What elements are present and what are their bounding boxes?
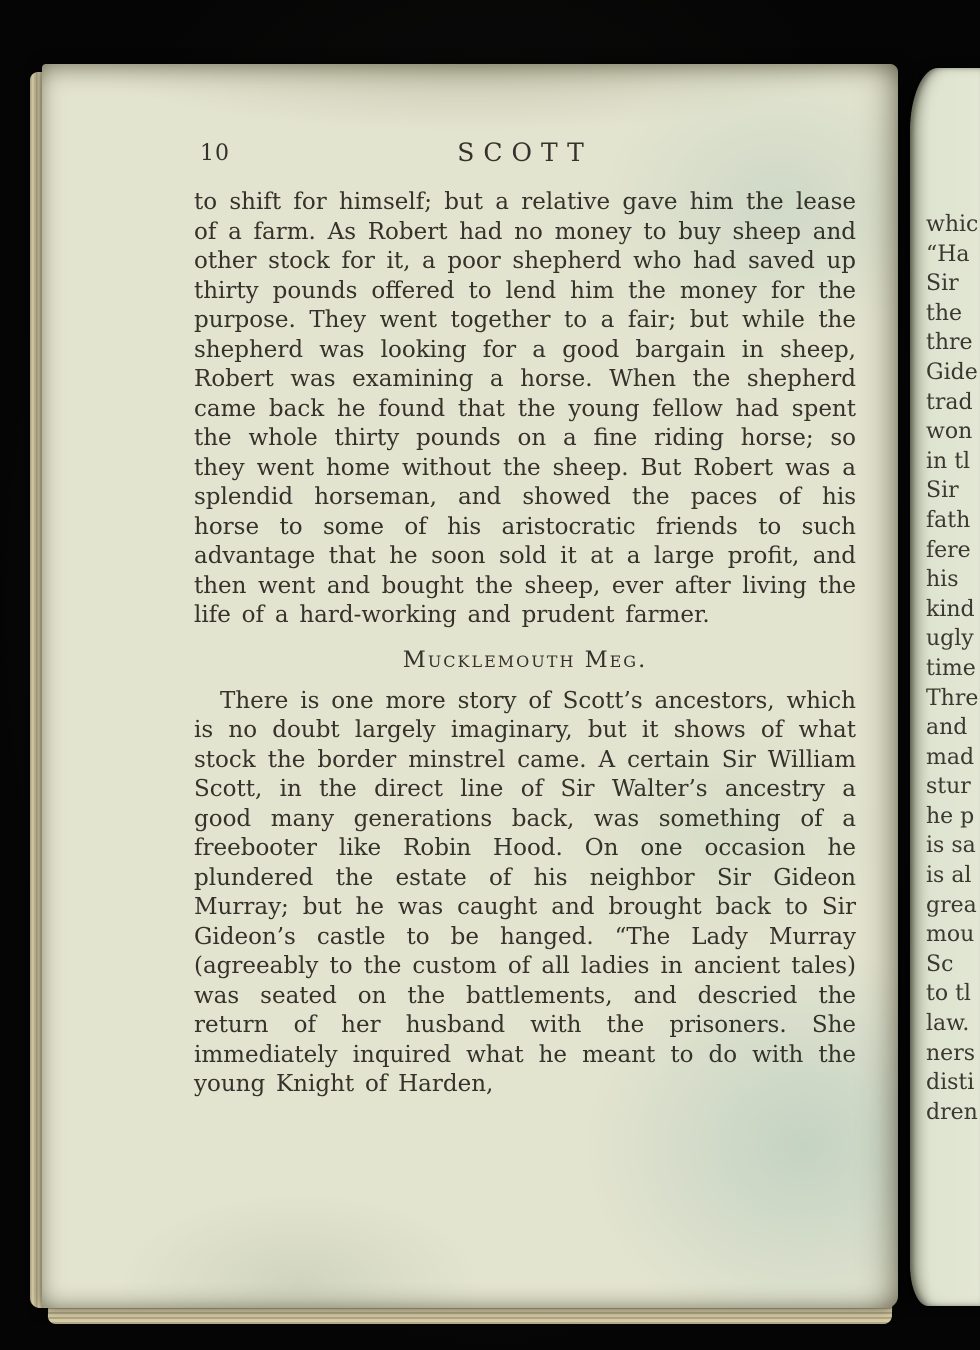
fragment-line: ners	[926, 1040, 975, 1066]
fragment-line: Thre	[926, 685, 979, 711]
page-content	[194, 136, 856, 1100]
fragment-line: to tl	[926, 981, 971, 1007]
next-page-edge	[910, 68, 980, 1306]
fragment-line: stur	[926, 774, 971, 800]
paragraph-2: There is one more story of Scott’s ancestors, which is no doubt largely imaginary, but it shows of what stock the border minstrel came. A certain Sir William Scott, in the direct line of Sir Walter’s ancestry a good many generations back, was something of a freebooter like Robin Hood. On one occasion he plundered the estate of his neighbor Sir Gideon Murray; but he was caught and brought back to Sir Gideon’s castle to be hanged. “The Lady Murray (agreeably to the custom of all ladies in ancient tales) was seated on the battlements, and descried the return of her husband with the prisoners. She immediately inquired what he meant to do with the young Knight of Harden,	[194, 687, 856, 1097]
fragment-line: mou	[926, 922, 975, 948]
page-number: 10	[200, 141, 230, 166]
fragment-line: is al	[926, 863, 972, 889]
book-page	[42, 64, 898, 1308]
fragment-line: Sc	[926, 951, 954, 977]
section-heading: Mucklemouth Meg.	[402, 646, 648, 673]
fragment-line: time	[926, 655, 976, 681]
right-page-fragments	[910, 68, 980, 1127]
running-title: SCOTT	[457, 138, 593, 167]
fragment-line: Sir	[926, 271, 959, 297]
fragment-line: the	[926, 300, 963, 326]
fragment-line: trad	[926, 389, 973, 415]
fragment-line: whic	[926, 212, 979, 237]
fragment-line: disti	[926, 1070, 975, 1096]
paragraph-1: to shift for himself; but a relative gave him the lease of a farm. As Robert had no money to buy sheep and other stock for it, a poor shepherd who had saved up thirty pounds offered to lend him the money for the purpose. They went together to a fair; but while the shepherd was looking for a good bargain in sheep, Robert was examining a horse. When the shepherd came back he found that the young fellow had spent the whole thirty pounds on a fine riding horse; so they went home without the sheep. But Robert was a splendid horseman, and showed the paces of his horse to some of his aristocratic friends to such advantage that he soon sold it at a large profit, and then went and bought the sheep, ever after living the life of a hard-working and prudent farmer.	[194, 189, 856, 628]
fragment-line: thre	[926, 330, 973, 356]
fragment-line: Gide	[926, 359, 978, 385]
fragment-line: and	[926, 715, 968, 741]
fragment-line: grea	[926, 892, 977, 918]
fragment-line: in tl	[926, 448, 971, 474]
fragment-line: ugly	[926, 626, 974, 652]
fragment-line: won	[926, 419, 973, 445]
fragment-line: fere	[926, 537, 971, 563]
fragment-line: he p	[926, 803, 975, 829]
fragment-line: “Ha	[926, 241, 970, 267]
fragment-line: fath	[926, 507, 971, 533]
fragment-line: kind	[926, 596, 975, 622]
fragment-line: dren	[926, 1099, 978, 1125]
page-header	[194, 136, 856, 172]
fragment-line: law.	[926, 1011, 970, 1037]
fragment-line: Sir	[926, 478, 959, 504]
fragment-line: is sa	[926, 833, 976, 859]
fragment-line: mad	[926, 744, 975, 770]
fragment-line: his	[926, 567, 959, 593]
